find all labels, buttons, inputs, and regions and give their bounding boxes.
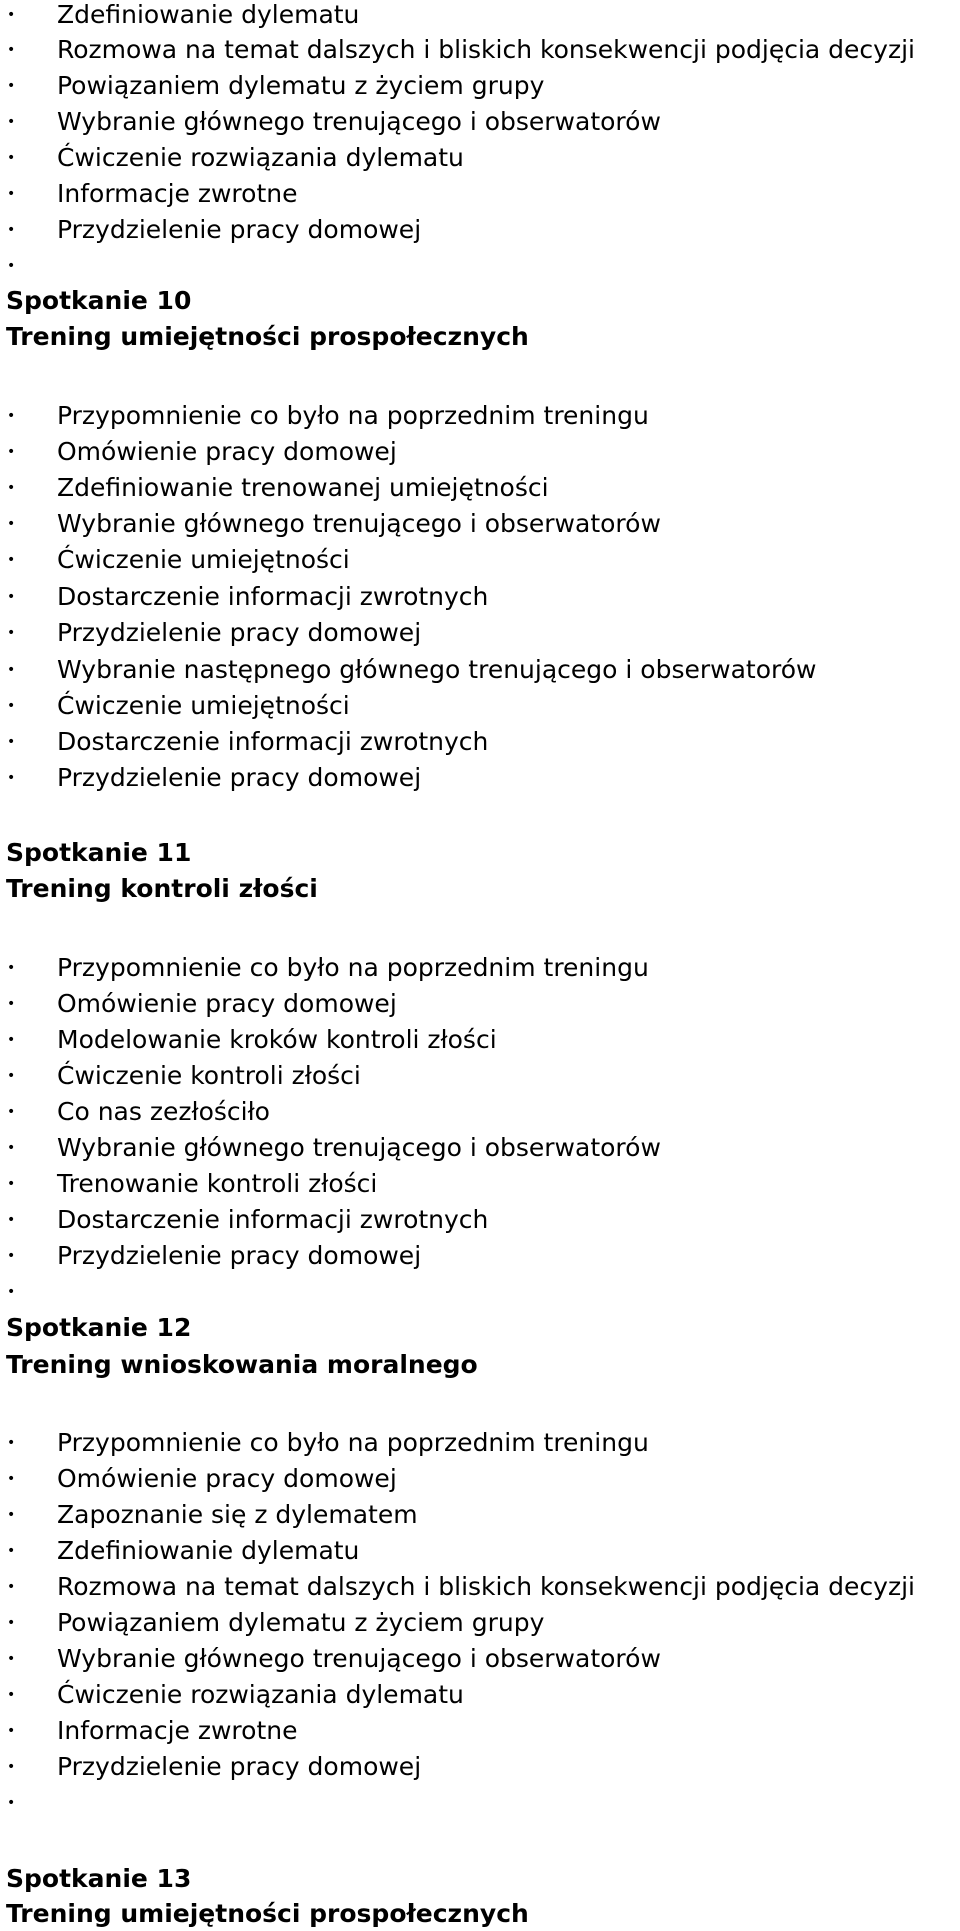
bullet: • xyxy=(7,1104,16,1120)
bullet: • xyxy=(7,7,16,23)
list-item-text: Ćwiczenie rozwiązania dylematu xyxy=(57,1680,464,1709)
list-item-text: Rozmowa na temat dalszych i bliskich konsekwencji podjęcia decyzji xyxy=(57,35,915,64)
list-item-text: Przydzielenie pracy domowej xyxy=(57,1752,422,1781)
bullet: • xyxy=(7,1759,16,1775)
list-item-text: Przypomnienie co było na poprzednim treningu xyxy=(57,953,649,982)
bullet: • xyxy=(7,1248,16,1264)
bullet: • xyxy=(7,552,16,568)
bullet: • xyxy=(7,698,16,714)
bullet: • xyxy=(7,1140,16,1156)
bullet: • xyxy=(7,1687,16,1703)
list-item-text: Przydzielenie pracy domowej xyxy=(57,763,422,792)
list-item-text: Przydzielenie pracy domowej xyxy=(57,618,422,647)
bullet: • xyxy=(7,1507,16,1523)
list-item-text: Wybranie następnego głównego trenującego i obserwatorów xyxy=(57,655,817,684)
list-item-text: Zapoznanie się z dylematem xyxy=(57,1500,418,1529)
list-item-text: Omówienie pracy domowej xyxy=(57,989,397,1018)
bullet: • xyxy=(7,42,16,58)
bullet: • xyxy=(7,1068,16,1084)
bullet: • xyxy=(7,625,16,641)
meeting-title: Trening kontroli złości xyxy=(6,874,318,903)
bullet: • xyxy=(7,1543,16,1559)
list-item-text: Zdefiniowanie dylematu xyxy=(57,1536,360,1565)
list-item-text: Przypomnienie co było na poprzednim treningu xyxy=(57,401,649,430)
bullet: • xyxy=(7,444,16,460)
list-item-text: Powiązaniem dylematu z życiem grupy xyxy=(57,71,545,100)
bullet: • xyxy=(7,1795,16,1811)
list-item-text: Wybranie głównego trenującego i obserwatorów xyxy=(57,1133,661,1162)
meeting-number: Spotkanie 12 xyxy=(6,1313,192,1342)
list-item-text: Informacje zwrotne xyxy=(57,179,298,208)
bullet: • xyxy=(7,258,16,274)
bullet: • xyxy=(7,589,16,605)
bullet: • xyxy=(7,78,16,94)
list-item-text: Ćwiczenie umiejętności xyxy=(57,545,350,574)
list-item-text: Rozmowa na temat dalszych i bliskich konsekwencji podjęcia decyzji xyxy=(57,1572,915,1601)
meeting-number: Spotkanie 10 xyxy=(6,286,192,315)
bullet: • xyxy=(7,1615,16,1631)
bullet: • xyxy=(7,480,16,496)
list-item-text: Wybranie głównego trenującego i obserwatorów xyxy=(57,509,661,538)
list-item-text: Ćwiczenie umiejętności xyxy=(57,691,350,720)
list-item-text: Dostarczenie informacji zwrotnych xyxy=(57,582,489,611)
list-item-text: Wybranie głównego trenującego i obserwatorów xyxy=(57,1644,661,1673)
list-item-text: Wybranie głównego trenującego i obserwatorów xyxy=(57,107,661,136)
bullet: • xyxy=(7,770,16,786)
list-item-text: Przydzielenie pracy domowej xyxy=(57,1241,422,1270)
bullet: • xyxy=(7,186,16,202)
bullet: • xyxy=(7,114,16,130)
bullet: • xyxy=(7,516,16,532)
bullet: • xyxy=(7,1032,16,1048)
list-item-text: Przypomnienie co było na poprzednim treningu xyxy=(57,1428,649,1457)
list-item-text: Przydzielenie pracy domowej xyxy=(57,215,422,244)
meeting-title: Trening umiejętności prospołecznych xyxy=(6,1899,529,1928)
list-item-text: Ćwiczenie kontroli złości xyxy=(57,1061,361,1090)
list-item-text: Omówienie pracy domowej xyxy=(57,1464,397,1493)
bullet: • xyxy=(7,996,16,1012)
bullet: • xyxy=(7,662,16,678)
list-item-text: Co nas zezłościło xyxy=(57,1097,270,1126)
meeting-title: Trening wnioskowania moralnego xyxy=(6,1350,478,1379)
meeting-title: Trening umiejętności prospołecznych xyxy=(6,322,529,351)
list-item-text: Dostarczenie informacji zwrotnych xyxy=(57,727,489,756)
bullet: • xyxy=(7,150,16,166)
list-item-text: Zdefiniowanie dylematu xyxy=(57,0,360,29)
bullet: • xyxy=(7,1212,16,1228)
list-item-text: Informacje zwrotne xyxy=(57,1716,298,1745)
bullet: • xyxy=(7,1579,16,1595)
list-item-text: Zdefiniowanie trenowanej umiejętności xyxy=(57,473,549,502)
bullet: • xyxy=(7,1176,16,1192)
list-item-text: Ćwiczenie rozwiązania dylematu xyxy=(57,143,464,172)
list-item-text: Modelowanie kroków kontroli złości xyxy=(57,1025,497,1054)
bullet: • xyxy=(7,734,16,750)
bullet: • xyxy=(7,1471,16,1487)
bullet: • xyxy=(7,960,16,976)
list-item-text: Dostarczenie informacji zwrotnych xyxy=(57,1205,489,1234)
bullet: • xyxy=(7,1284,16,1300)
list-item-text: Omówienie pracy domowej xyxy=(57,437,397,466)
meeting-number: Spotkanie 11 xyxy=(6,838,192,867)
bullet: • xyxy=(7,1651,16,1667)
list-item-text: Powiązaniem dylematu z życiem grupy xyxy=(57,1608,545,1637)
bullet: • xyxy=(7,1435,16,1451)
meeting-number: Spotkanie 13 xyxy=(6,1864,192,1893)
bullet: • xyxy=(7,1723,16,1739)
bullet: • xyxy=(7,222,16,238)
list-item-text: Trenowanie kontroli złości xyxy=(57,1169,378,1198)
bullet: • xyxy=(7,408,16,424)
